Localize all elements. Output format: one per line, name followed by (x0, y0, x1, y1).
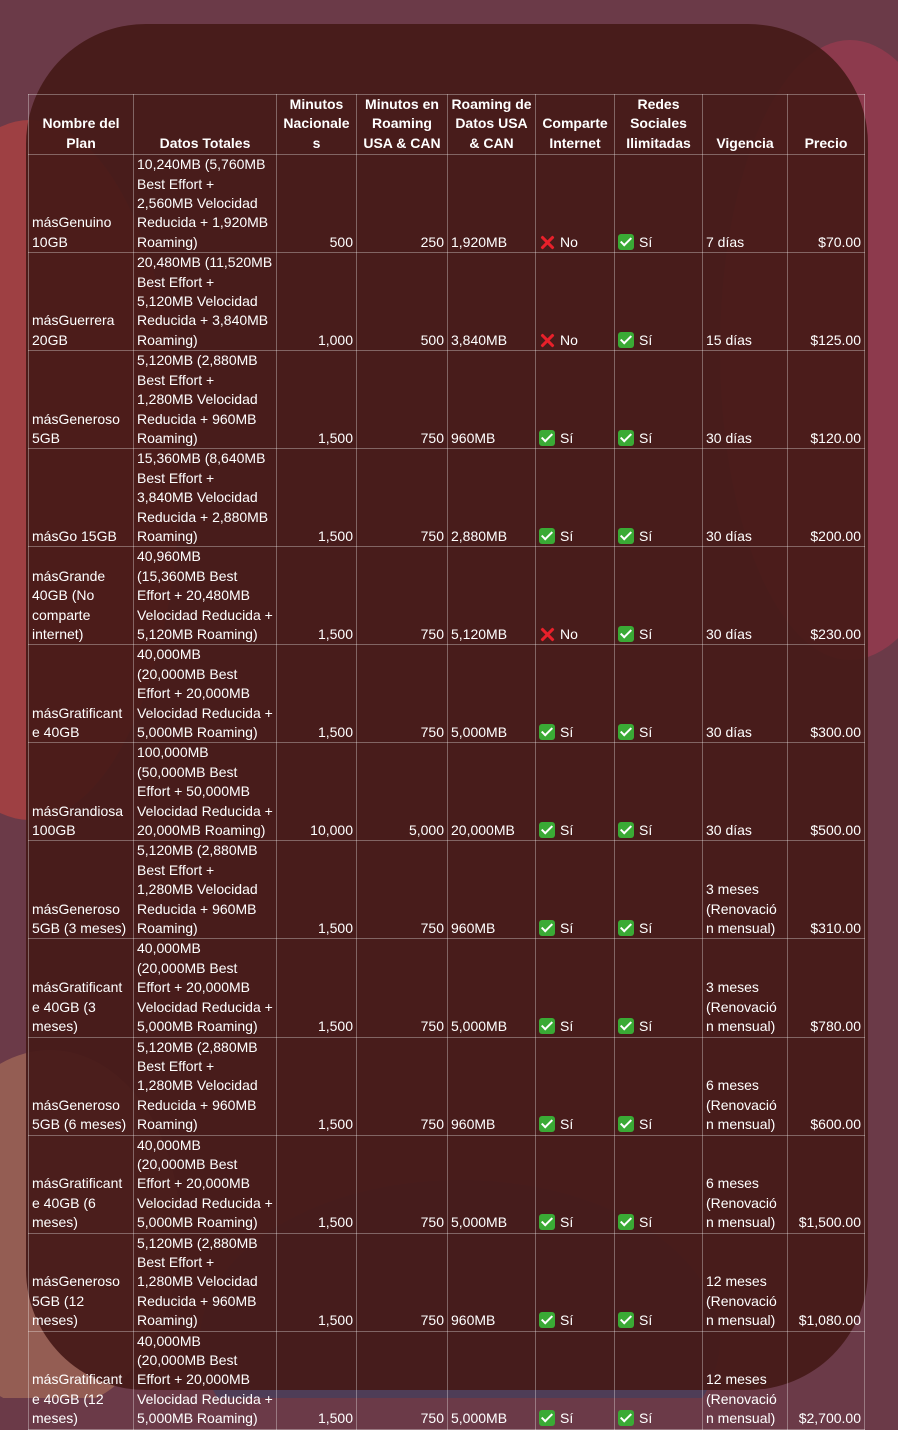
table-row (29, 939, 865, 1037)
cell-plan-name (29, 449, 134, 547)
header-validity: Vigencia (703, 95, 788, 155)
cell-validity-text: 12 meses (Renovación mensual) (706, 1273, 777, 1329)
cell-plan-name-text: másGratificante 40GB (3 meses) (32, 979, 123, 1035)
cell-price-text: $125.00 (810, 331, 861, 348)
cell-validity (703, 939, 788, 1037)
cell-plan-name (29, 743, 134, 841)
cell-total-data (134, 351, 277, 449)
cell-hotspot-text: Sí (560, 1410, 574, 1427)
cell-plan-name-text: másGrandiosa 100GB (32, 802, 124, 839)
cell-national-minutes-text: 10,000 (310, 822, 353, 839)
cell-national-minutes-text: 1,500 (317, 1018, 353, 1035)
cell-hotspot-text: Sí (560, 1116, 574, 1133)
cell-social-unlimited (615, 351, 703, 449)
cell-roaming-data-text: 5,000MB (451, 1410, 508, 1427)
cell-social-unlimited (615, 449, 703, 547)
cell-hotspot (536, 351, 615, 449)
cell-validity (703, 351, 788, 449)
check-mark-icon (618, 1410, 634, 1426)
cell-validity-text: 30 días (706, 625, 752, 642)
cell-total-data-text: 20,480MB (11,520MB Best Effort + 5,120MB Velocidad Reducida + 3,840MB Roaming) (137, 254, 273, 348)
cell-roaming-data-text: 960MB (451, 1116, 496, 1133)
cell-national-minutes-text: 500 (329, 233, 353, 250)
cell-roaming-minutes (357, 253, 448, 351)
cell-roaming-minutes (357, 1233, 448, 1331)
cell-validity-text: 12 meses (Renovación mensual) (706, 1371, 777, 1427)
cell-validity (703, 547, 788, 645)
plans-table (28, 94, 865, 1430)
cell-validity (703, 841, 788, 939)
cell-plan-name-text: másGeneroso 5GB (3 meses) (32, 900, 127, 937)
cell-plan-name-text: másGenuino 10GB (32, 214, 112, 250)
cell-plan-name (29, 155, 134, 253)
table-row (29, 1331, 865, 1429)
cell-national-minutes (277, 743, 357, 841)
cell-roaming-data (448, 939, 536, 1037)
cell-national-minutes (277, 1233, 357, 1331)
table-row (29, 253, 865, 351)
cell-roaming-data (448, 645, 536, 743)
check-mark-icon (539, 822, 555, 838)
cell-validity-text: 30 días (706, 429, 752, 446)
cell-total-data (134, 1331, 277, 1429)
cell-roaming-minutes-text: 750 (420, 1018, 444, 1035)
cell-price-text: $120.00 (810, 429, 861, 446)
cell-hotspot (536, 1135, 615, 1233)
cell-total-data (134, 253, 277, 351)
cell-social-unlimited (615, 841, 703, 939)
cell-total-data (134, 939, 277, 1037)
cell-roaming-minutes (357, 841, 448, 939)
cell-social-unlimited (615, 1331, 703, 1429)
cell-price-text: $230.00 (810, 625, 861, 642)
cell-total-data (134, 841, 277, 939)
cell-national-minutes-text: 1,500 (317, 1312, 353, 1329)
cell-price-text: $310.00 (810, 920, 861, 937)
table-row (29, 1037, 865, 1135)
cell-price-text: $2,700.00 (798, 1410, 861, 1427)
cell-roaming-minutes-text: 750 (420, 429, 444, 446)
cross-mark-icon (539, 332, 555, 348)
cell-plan-name (29, 1331, 134, 1429)
cell-national-minutes-text: 1,500 (317, 1116, 353, 1133)
cell-price-text: $500.00 (810, 822, 861, 839)
cell-price-text: $70.00 (818, 233, 861, 250)
cell-social-unlimited-text: Sí (639, 1312, 653, 1329)
check-mark-icon (618, 920, 634, 936)
cell-price-text: $300.00 (810, 724, 861, 740)
cell-price (788, 547, 865, 645)
cell-national-minutes (277, 939, 357, 1037)
cell-social-unlimited-text: Sí (639, 625, 653, 642)
cell-hotspot-text: Sí (560, 429, 574, 446)
check-mark-icon (539, 430, 555, 446)
cell-price (788, 743, 865, 841)
table-row (29, 351, 865, 449)
cell-validity-text: 7 días (706, 233, 745, 250)
cell-social-unlimited-text: Sí (639, 527, 653, 544)
cell-social-unlimited-text: Sí (639, 1410, 653, 1427)
cell-plan-name-text: másGeneroso 5GB (6 meses) (32, 1096, 127, 1133)
cell-validity (703, 253, 788, 351)
cell-national-minutes (277, 1331, 357, 1429)
check-mark-icon (618, 822, 634, 838)
cell-plan-name (29, 939, 134, 1037)
cell-roaming-minutes-text: 250 (420, 233, 444, 250)
table-row (29, 645, 865, 743)
cell-roaming-minutes (357, 645, 448, 743)
cell-roaming-data-text: 960MB (451, 1312, 496, 1329)
cell-roaming-data (448, 1233, 536, 1331)
cell-national-minutes-text: 1,500 (317, 920, 353, 937)
cell-price-text: $1,500.00 (798, 1214, 861, 1231)
cell-social-unlimited (615, 1135, 703, 1233)
cell-roaming-minutes (357, 1331, 448, 1429)
cell-roaming-data-text: 3,840MB (451, 331, 508, 348)
cell-national-minutes (277, 547, 357, 645)
cell-roaming-minutes-text: 750 (420, 1410, 444, 1427)
header-roaming-data: Roaming de Datos USA & CAN (448, 95, 536, 155)
cell-roaming-data-text: 960MB (451, 429, 496, 446)
cell-hotspot-text: Sí (560, 1018, 574, 1035)
cell-social-unlimited (615, 547, 703, 645)
table-row (29, 841, 865, 939)
cell-validity (703, 645, 788, 743)
cell-total-data (134, 645, 277, 743)
cell-national-minutes (277, 449, 357, 547)
cell-social-unlimited (615, 253, 703, 351)
check-mark-icon (539, 724, 555, 740)
cell-price (788, 1037, 865, 1135)
check-mark-icon (618, 1018, 634, 1034)
cell-hotspot (536, 1233, 615, 1331)
table-body (29, 155, 865, 1429)
header-price: Precio (788, 95, 865, 155)
cross-mark-icon (539, 234, 555, 250)
check-mark-icon (618, 1312, 634, 1328)
cell-total-data-text: 40,000MB (20,000MB Best Effort + 20,000MB Velocidad Reducida + 5,000MB Roaming) (137, 646, 273, 740)
cell-hotspot (536, 939, 615, 1037)
cell-social-unlimited-text: Sí (639, 1116, 653, 1133)
cell-total-data (134, 547, 277, 645)
cell-total-data (134, 155, 277, 253)
cell-plan-name-text: másGratificante 40GB (12 meses) (32, 1371, 123, 1427)
cell-plan-name-text: másGratificante 40GB (6 meses) (32, 1175, 123, 1231)
cell-national-minutes (277, 645, 357, 743)
cell-plan-name (29, 841, 134, 939)
cell-roaming-data (448, 1331, 536, 1429)
cell-hotspot-text: Sí (560, 1214, 574, 1231)
check-mark-icon (618, 626, 634, 642)
cell-roaming-minutes-text: 750 (420, 1116, 444, 1133)
cell-plan-name (29, 351, 134, 449)
cell-national-minutes (277, 155, 357, 253)
cell-price (788, 645, 865, 743)
cell-roaming-data-text: 5,000MB (451, 1214, 508, 1231)
cell-roaming-minutes (357, 743, 448, 841)
cell-roaming-data-text: 2,880MB (451, 527, 508, 544)
cell-validity-text: 3 meses (Renovación mensual) (706, 979, 777, 1035)
cell-validity-text: 30 días (706, 724, 752, 740)
cell-national-minutes-text: 1,500 (317, 429, 353, 446)
cell-roaming-minutes-text: 5,000 (408, 822, 444, 839)
cell-hotspot-text: Sí (560, 527, 574, 544)
cell-national-minutes-text: 1,500 (317, 625, 353, 642)
cell-total-data-text: 15,360MB (8,640MB Best Effort + 3,840MB Velocidad Reducida + 2,880MB Roaming) (137, 450, 269, 544)
cell-national-minutes-text: 1,500 (317, 724, 353, 740)
cell-plan-name-text: másGratificante 40GB (32, 704, 123, 740)
cell-national-minutes-text: 1,000 (317, 331, 353, 348)
cell-social-unlimited-text: Sí (639, 822, 653, 839)
check-mark-icon (539, 1312, 555, 1328)
table-row (29, 743, 865, 841)
cell-price (788, 155, 865, 253)
check-mark-icon (539, 1116, 555, 1132)
cell-total-data (134, 1037, 277, 1135)
cell-validity-text: 3 meses (Renovación mensual) (706, 881, 777, 937)
cell-hotspot (536, 547, 615, 645)
cell-roaming-minutes-text: 750 (420, 920, 444, 937)
cell-social-unlimited-text: Sí (639, 1214, 653, 1231)
header-total-data: Datos Totales (134, 95, 277, 155)
cell-roaming-minutes (357, 449, 448, 547)
cell-roaming-data (448, 547, 536, 645)
cell-hotspot (536, 1331, 615, 1429)
cell-roaming-minutes (357, 939, 448, 1037)
cell-social-unlimited-text: Sí (639, 429, 653, 446)
cell-hotspot-text: No (560, 233, 578, 250)
cell-hotspot (536, 253, 615, 351)
check-mark-icon (618, 332, 634, 348)
cell-hotspot (536, 155, 615, 253)
header-roaming-minutes: Minutos en Roaming USA & CAN (357, 95, 448, 155)
cell-validity (703, 743, 788, 841)
cell-total-data-text: 10,240MB (5,760MB Best Effort + 2,560MB Velocidad Reducida + 1,920MB Roaming) (137, 156, 269, 250)
check-mark-icon (618, 528, 634, 544)
cell-social-unlimited-text: Sí (639, 724, 653, 740)
cell-validity (703, 1233, 788, 1331)
cell-national-minutes-text: 1,500 (317, 527, 353, 544)
cell-total-data-text: 5,120MB (2,880MB Best Effort + 1,280MB Velocidad Reducida + 960MB Roaming) (137, 352, 258, 446)
cross-mark-icon (539, 626, 555, 642)
cell-validity (703, 1037, 788, 1135)
cell-roaming-minutes-text: 750 (420, 724, 444, 740)
cell-social-unlimited-text: Sí (639, 1018, 653, 1035)
cell-plan-name (29, 1233, 134, 1331)
cell-total-data (134, 1135, 277, 1233)
cell-validity (703, 1135, 788, 1233)
cell-national-minutes (277, 1037, 357, 1135)
cell-roaming-minutes (357, 547, 448, 645)
cell-price (788, 1233, 865, 1331)
cell-hotspot-text: Sí (560, 822, 574, 839)
cell-total-data-text: 5,120MB (2,880MB Best Effort + 1,280MB Velocidad Reducida + 960MB Roaming) (137, 1234, 258, 1329)
cell-plan-name (29, 547, 134, 645)
cell-plan-name-text: másGuerrera 20GB (32, 312, 115, 348)
cell-total-data-text: 5,120MB (2,880MB Best Effort + 1,280MB Velocidad Reducida + 960MB Roaming) (137, 842, 258, 937)
cell-roaming-data-text: 960MB (451, 920, 496, 937)
table-row (29, 547, 865, 645)
check-mark-icon (618, 724, 634, 740)
cell-national-minutes (277, 253, 357, 351)
header-hotspot: Comparte Internet (536, 95, 615, 155)
table-row (29, 1233, 865, 1331)
cell-roaming-data-text: 5,000MB (451, 724, 508, 740)
header-national-minutes: Minutos Nacionales (277, 95, 357, 155)
cell-total-data (134, 449, 277, 547)
table-row (29, 155, 865, 253)
cell-price (788, 449, 865, 547)
table-header-row (29, 95, 865, 155)
cell-roaming-data (448, 449, 536, 547)
cell-validity-text: 30 días (706, 527, 752, 544)
check-mark-icon (539, 1214, 555, 1230)
cell-roaming-minutes-text: 750 (420, 625, 444, 642)
cell-total-data-text: 40,000MB (20,000MB Best Effort + 20,000MB Velocidad Reducida + 5,000MB Roaming) (137, 1136, 273, 1231)
check-mark-icon (539, 1018, 555, 1034)
cell-validity-text: 15 días (706, 331, 752, 348)
cell-plan-name (29, 253, 134, 351)
header-plan-name: Nombre del Plan (29, 95, 134, 155)
cell-roaming-data-text: 5,000MB (451, 1018, 508, 1035)
cell-roaming-minutes (357, 1037, 448, 1135)
cell-national-minutes (277, 1135, 357, 1233)
cell-social-unlimited (615, 1037, 703, 1135)
cell-validity (703, 155, 788, 253)
cell-price (788, 253, 865, 351)
cell-national-minutes (277, 841, 357, 939)
cell-validity-text: 6 meses (Renovación mensual) (706, 1175, 777, 1231)
check-mark-icon (539, 920, 555, 936)
cell-social-unlimited-text: Sí (639, 920, 653, 937)
cell-social-unlimited (615, 155, 703, 253)
check-mark-icon (539, 528, 555, 544)
cell-hotspot (536, 449, 615, 547)
cell-roaming-data (448, 1135, 536, 1233)
cell-roaming-data (448, 841, 536, 939)
cell-roaming-data (448, 351, 536, 449)
cell-national-minutes (277, 351, 357, 449)
cell-price-text: $600.00 (810, 1116, 861, 1133)
cell-roaming-minutes-text: 750 (420, 1312, 444, 1329)
cell-hotspot-text: Sí (560, 1312, 574, 1329)
cell-total-data (134, 743, 277, 841)
cell-national-minutes-text: 1,500 (317, 1214, 353, 1231)
cell-validity (703, 449, 788, 547)
cell-roaming-minutes-text: 750 (420, 527, 444, 544)
cell-hotspot (536, 1037, 615, 1135)
cell-plan-name (29, 645, 134, 743)
cell-social-unlimited (615, 645, 703, 743)
cell-total-data (134, 1233, 277, 1331)
cell-roaming-minutes-text: 500 (420, 331, 444, 348)
cell-roaming-minutes (357, 351, 448, 449)
cell-plan-name-text: másGrande 40GB (No comparte internet) (32, 567, 106, 642)
cell-validity-text: 6 meses (Renovación mensual) (706, 1077, 777, 1133)
cell-total-data-text: 40,000MB (20,000MB Best Effort + 20,000MB Velocidad Reducida + 5,000MB Roaming) (137, 1332, 273, 1427)
cell-hotspot-text: No (560, 331, 578, 348)
cell-validity-text: 30 días (706, 822, 752, 839)
check-mark-icon (618, 234, 634, 250)
check-mark-icon (618, 1116, 634, 1132)
cell-hotspot (536, 841, 615, 939)
cell-price (788, 939, 865, 1037)
cell-social-unlimited-text: Sí (639, 331, 653, 348)
cell-hotspot (536, 743, 615, 841)
cell-roaming-minutes (357, 1135, 448, 1233)
cell-price-text: $780.00 (810, 1018, 861, 1035)
cell-roaming-data-text: 20,000MB (451, 822, 515, 839)
cell-price (788, 841, 865, 939)
cell-social-unlimited (615, 1233, 703, 1331)
cell-roaming-minutes-text: 750 (420, 1214, 444, 1231)
cell-total-data-text: 5,120MB (2,880MB Best Effort + 1,280MB Velocidad Reducida + 960MB Roaming) (137, 1038, 258, 1133)
cell-roaming-data-text: 5,120MB (451, 625, 508, 642)
cell-social-unlimited (615, 743, 703, 841)
cell-plan-name-text: másGeneroso 5GB (32, 410, 120, 446)
check-mark-icon (618, 430, 634, 446)
cell-roaming-data (448, 155, 536, 253)
cell-plan-name (29, 1037, 134, 1135)
cell-price-text: $200.00 (810, 527, 861, 544)
cell-roaming-data (448, 1037, 536, 1135)
cell-social-unlimited (615, 939, 703, 1037)
header-social-unlimited: Redes Sociales Ilimitadas (615, 95, 703, 155)
cell-validity (703, 1331, 788, 1429)
cell-plan-name (29, 1135, 134, 1233)
cell-hotspot (536, 645, 615, 743)
table-row (29, 1135, 865, 1233)
cell-hotspot-text: Sí (560, 724, 574, 740)
cell-total-data-text: 40,960MB (15,360MB Best Effort + 20,480MB Velocidad Reducida + 5,120MB Roaming) (137, 548, 273, 642)
check-mark-icon (618, 1214, 634, 1230)
table-row (29, 449, 865, 547)
cell-plan-name-text: másGeneroso 5GB (12 meses) (32, 1273, 120, 1329)
cell-national-minutes-text: 1,500 (317, 1410, 353, 1427)
cell-plan-name-text: másGo 15GB (32, 527, 117, 544)
cell-price-text: $1,080.00 (798, 1312, 861, 1329)
cell-roaming-data (448, 743, 536, 841)
cell-price (788, 1331, 865, 1429)
cell-roaming-minutes (357, 155, 448, 253)
cell-hotspot-text: Sí (560, 920, 574, 937)
cell-hotspot-text: No (560, 625, 578, 642)
check-mark-icon (539, 1410, 555, 1426)
cell-price (788, 1135, 865, 1233)
cell-total-data-text: 40,000MB (20,000MB Best Effort + 20,000MB Velocidad Reducida + 5,000MB Roaming) (137, 940, 273, 1035)
cell-total-data-text: 100,000MB (50,000MB Best Effort + 50,000MB Velocidad Reducida + 20,000MB Roaming) (137, 744, 273, 839)
cell-roaming-data-text: 1,920MB (451, 233, 508, 250)
cell-social-unlimited-text: Sí (639, 233, 653, 250)
cell-roaming-data (448, 253, 536, 351)
cell-price (788, 351, 865, 449)
